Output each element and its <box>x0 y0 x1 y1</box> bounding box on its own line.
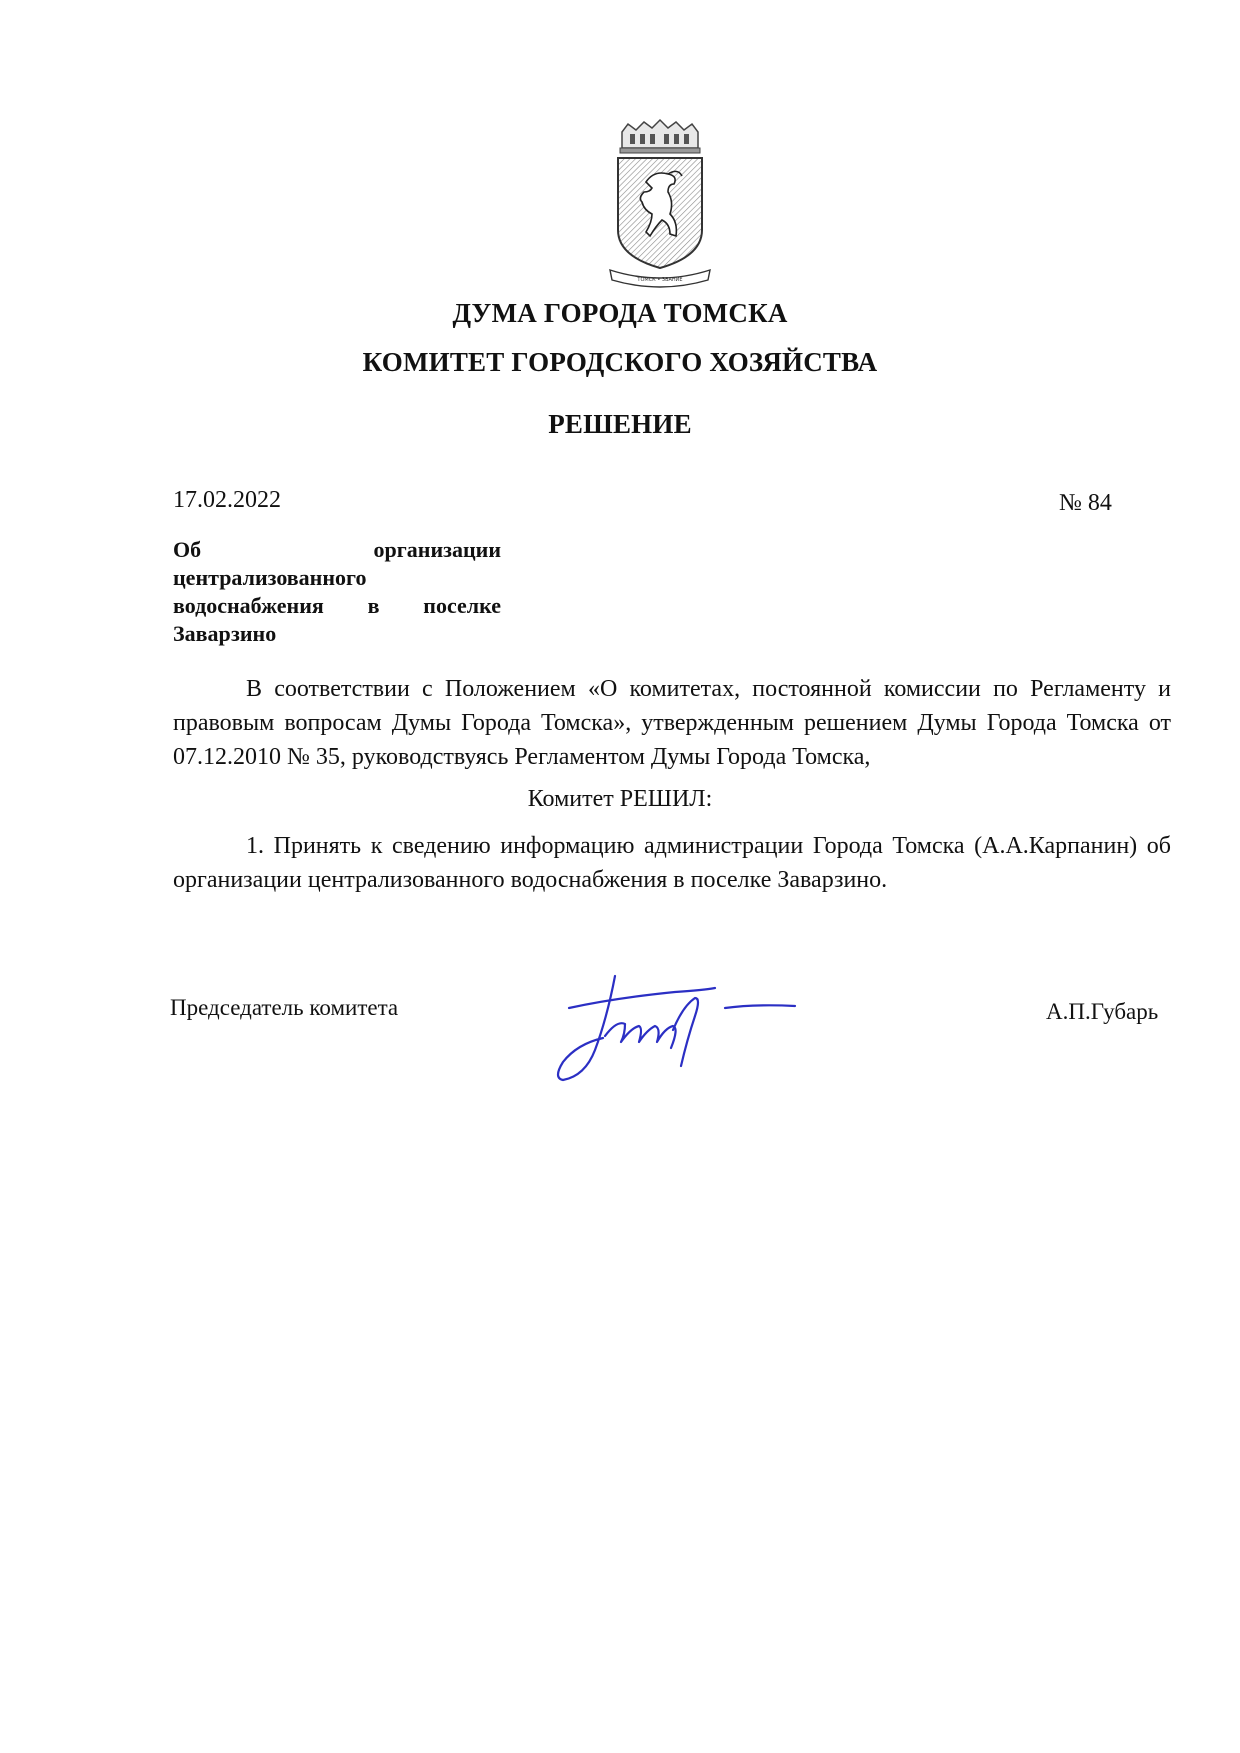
coat-of-arms-icon <box>608 118 712 288</box>
resolution-heading: Комитет РЕШИЛ: <box>527 786 713 812</box>
chairman-position: Председатель комитета <box>170 995 399 1020</box>
subject-line <box>173 620 501 648</box>
preamble-paragraph: В соответствии с Положением «О комитетах, постоянной комиссии по Регламенту и правовым вопросам Думы Города Томска», утвержденным решением Думы Города Томска от 07.12.2010 № 35, руководствуясь Регламентом Думы Города Томска, <box>173 676 1171 770</box>
council-title: ДУМА ГОРОДА ТОМСКА <box>452 298 788 328</box>
emblem-ribbon-text: ТОМСК • ЗВАНИЕ <box>637 277 683 283</box>
resolution-item-1: 1. Принять к сведению информацию администрации Города Томска (А.А.Карпанин) об организации централизованного водоснабжения в поселке Заварзино. <box>173 833 1171 893</box>
signer-name: А.П.Губарь <box>1046 999 1159 1024</box>
document-subject <box>173 536 501 648</box>
subject-word: организации <box>373 537 501 562</box>
subject-word: Об <box>173 537 202 562</box>
subject-word: водоснабжения <box>173 593 324 618</box>
subject-line <box>173 592 501 620</box>
subject-word: централизованного <box>173 565 367 590</box>
subject-word: в <box>367 593 380 618</box>
subject-line <box>173 536 501 564</box>
subject-line <box>173 564 501 592</box>
handwritten-signature <box>555 958 805 1088</box>
document-number: № 84 <box>1059 490 1112 516</box>
document-type: РЕШЕНИЕ <box>548 409 692 439</box>
document-date: 17.02.2022 <box>173 487 281 513</box>
subject-word: Заварзино <box>173 621 277 646</box>
committee-title: КОМИТЕТ ГОРОДСКОГО ХОЗЯЙСТВА <box>362 347 878 377</box>
subject-word: поселке <box>423 593 501 618</box>
